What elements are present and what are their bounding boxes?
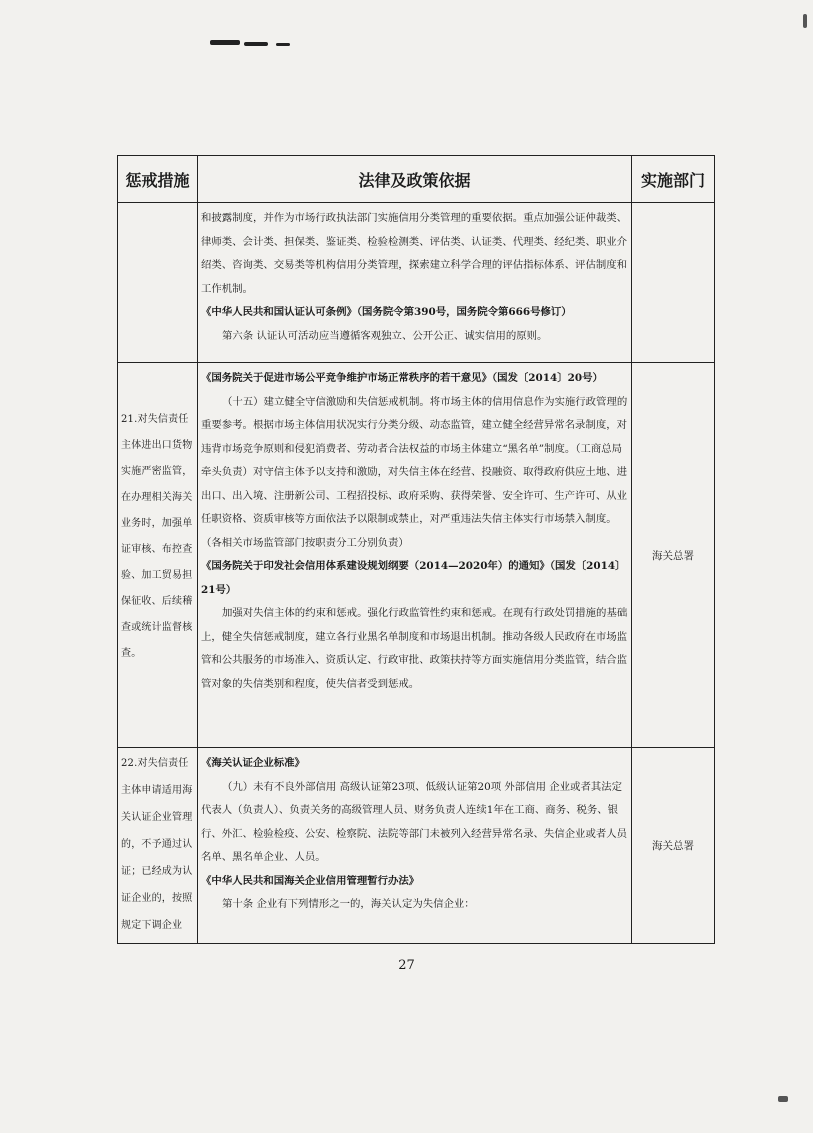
measure-cell	[118, 363, 198, 748]
scan-mark	[244, 42, 268, 46]
measure-cell	[118, 203, 198, 363]
basis-paragraph: 第十条 企业有下列情形之一的，海关认定为失信企业：	[222, 898, 475, 910]
scan-mark	[803, 14, 807, 28]
department-cell	[632, 203, 715, 363]
scan-mark	[210, 40, 240, 45]
basis-cell	[198, 748, 632, 944]
scan-mark	[276, 43, 290, 46]
regulation-title: 《国务院关于印发社会信用体系建设规划纲要（2014—2020年）的通知》（国发〔2014〕21号）	[201, 560, 626, 596]
regulation-title: 《中华人民共和国认证认可条例》（国务院令第390号，国务院令第666号修订）	[201, 306, 572, 318]
measure-text: 22.对失信责任主体申请适用海关认证企业管理的，不予通过认证；已经成为认证企业的，按照规定下调企业	[121, 758, 193, 931]
table-row	[118, 748, 715, 944]
measure-text: 21.对失信责任主体进出口货物实施严密监管，在办理相关海关业务时，加强单证审核、布控查验、加工贸易担保征收、后续稽查或统计监督核查。	[121, 414, 193, 659]
table-row	[118, 203, 715, 363]
basis-paragraph: 和披露制度，并作为市场行政执法部门实施信用分类管理的重要依据。重点加强公证仲裁类、律师类、会计类、担保类、鉴证类、检验检测类、评估类、认证类、代理类、经纪类、职业介绍类、咨询类、交易类等机构信用分类管理，探索建立科学合理的评估指标体系、评估制度和工作机制。	[201, 212, 628, 295]
header-department: 实施部门	[632, 156, 715, 203]
basis-cell	[198, 363, 632, 748]
basis-paragraph: （十五）建立健全守信激励和失信惩戒机制。将市场主体的信用信息作为实施行政管理的重要参考。根据市场主体信用状况实行分类分级、动态监管，建立健全经营异常名录制度，对违背市场竞争原则和侵犯消费者、劳动者合法权益的市场主体建立“黑名单”制度。（工商总局牵头负责）对守信主体予以支持和激励，对失信主体在经营、投融资、取得政府供应土地、进出口、出入境、注册新公司、工程招投标、政府采购、获得荣誉、安全许可、生产许可、从业任职资格、资质审核等方面依法予以限制或禁止，对严重违法失信主体实行市场禁入制度。（各相关市场监管部门按职责分工分别负责）	[201, 395, 628, 549]
penalty-measures-table	[117, 155, 715, 944]
basis-paragraph: 第六条 认证认可活动应当遵循客观独立、公开公正、诚实信用的原则。	[222, 329, 548, 342]
regulation-title: 《海关认证企业标准》	[201, 757, 305, 769]
page-number: 27	[398, 958, 415, 973]
basis-paragraph: （九）未有不良外部信用 高级认证第23项、低级认证第20项 外部信用 企业或者其法定代表人（负责人）、负责关务的高级管理人员、财务负责人连续1年在工商、商务、税务、银行、外汇、检验检疫、公安、检察院、法院等部门未被列入经营异常名录、失信企业或者人员名单、黑名单企业、人员。	[201, 780, 628, 863]
table-row	[118, 363, 715, 748]
measure-cell	[118, 748, 198, 944]
scan-mark	[778, 1096, 788, 1102]
department-cell: 海关总署	[632, 748, 715, 944]
regulation-title: 《国务院关于促进市场公平竞争维护市场正常秩序的若干意见》（国发〔2014〕20号）	[201, 372, 603, 384]
basis-paragraph: 加强对失信主体的约束和惩戒。强化行政监管性约束和惩戒。在现有行政处罚措施的基础上，健全失信惩戒制度，建立各行业黑名单制度和市场退出机制。推动各级人民政府在市场监管和公共服务的市场准入、资质认定、行政审批、政策扶持等方面实施信用分类监管，结合监管对象的失信类别和程度，使失信者受到惩戒。	[201, 607, 628, 690]
basis-cell	[198, 203, 632, 363]
department-cell: 海关总署	[632, 363, 715, 748]
table-header-row	[118, 156, 715, 203]
header-legal-basis: 法律及政策依据	[198, 156, 632, 203]
header-measures: 惩戒措施	[118, 156, 198, 203]
regulation-title: 《中华人民共和国海关企业信用管理暂行办法》	[201, 874, 420, 887]
